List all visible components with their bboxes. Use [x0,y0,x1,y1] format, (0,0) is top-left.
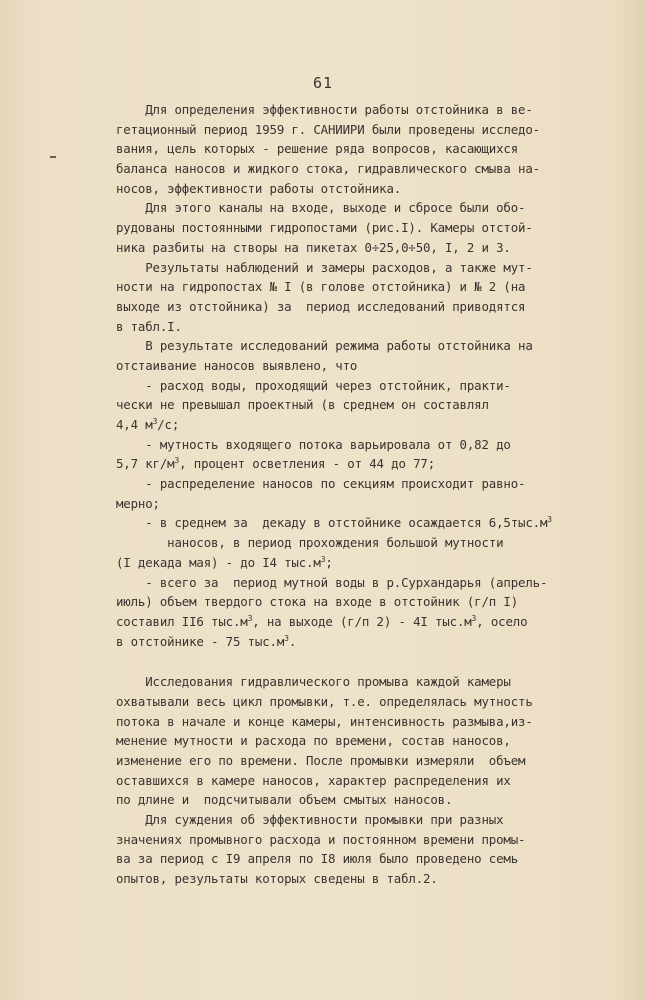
page-number: 61 [312,74,334,92]
text-line: выходе из отстойника) за период исследований приводятся [116,298,526,314]
flow-value: 4,4 м [116,417,153,432]
turbidity-rest: , процент осветления - от 44 до 77; [179,456,435,472]
text-line: потока в начале и конце камеры, интенсивность размыва,из- [116,713,533,729]
paragraph-gap [116,651,572,672]
text-line: значениях промывного расхода и постоянном времени промы- [116,831,526,847]
text-line: мерно; [116,495,160,511]
text-line: - расход воды, проходящий через отстойник, практи- [116,377,511,393]
text-line: - мутность входящего потока варьировала от 0,82 до [116,436,511,452]
text-line: - всего за период мутной воды в р.Сурхандарья (апрель- [116,574,548,590]
flow-unit: /с; [157,417,180,432]
text-line: июль) объем твердого стока на входе в отстойник (г/п I) [116,594,519,610]
text-line: ности на гидропостах № I (в голове отстойника) и № 2 (на [116,279,526,295]
text-line: в табл.I. [116,318,182,334]
text-line: Для определения эффективности работы отстойника в ве- [116,102,533,117]
text-line: носов, эффективности работы отстойника. [116,180,402,196]
may-line [116,553,572,573]
text-line: оставшихся в камере наносов, характер распределения их [116,772,511,788]
total-b-sup: 3 [471,613,477,623]
text-line: В результате исследований режима работы отстойника на [116,338,533,354]
total-end-line [116,632,572,652]
text-line: Результаты наблюдений и замеры расходов, а также мут- [116,259,533,275]
text-line: рудованы постоянными гидропостами (рис.I). Камеры отстой- [116,220,533,236]
decade-text: - в среднем за декаду в отстойнике осаждается 6,5тыс.м [116,515,548,531]
flow-line [116,415,572,435]
total-end-sub: 3 [284,633,289,643]
may-text: (I декада мая) - до I4 тыс.м [116,554,321,570]
total-a: составил II6 тыс.м [116,613,248,629]
text-line: наносов, в период прохождения большой мутности [116,535,504,551]
may-sup: 3 [320,554,326,564]
text-line: по длине и подсчитывали объем смытых наносов. [116,792,453,808]
text-line: отстаивание наносов выявлено, что [116,357,358,373]
decade-line [116,513,572,533]
text-line: Исследования гидравлического промыва каждой камеры [116,674,511,690]
text-line: Для суждения об эффективности промывки при разных [116,812,504,828]
text-line: - распределение наносов по секциям происходит равно- [116,476,526,492]
may-end: ; [325,554,333,570]
text-line: чески не превышал проектный (в среднем он составлял [116,397,489,413]
text-line: ника разбиты на створы на пикетах 0÷25,0÷50, I, 2 и 3. [116,239,511,255]
text-line: гетационный период 1959 г. САНИИРИ были проведены исследо- [116,121,540,137]
text-line: изменение его по времени. После промывки измеряли объем [116,753,526,768]
body-text [116,100,572,889]
text-line: баланса наносов и жидкого стока, гидравлического смыва на- [116,161,540,177]
decade-sup: 3 [547,515,552,525]
text-line: Для этого каналы на входе, выходе и сбросе были обо- [116,200,526,216]
text-line: менение мутности и расхода по времени, состав наносов, [116,733,511,749]
total-a-sup: 3 [247,613,253,623]
total-end-a: в отстойнике - 75 тыс.м [116,633,285,649]
turbidity-line [116,454,572,474]
turbidity-value: 5,7 кг/м [116,456,175,472]
text-line: ва за период с I9 апреля по I8 июля было проведено семь [116,851,519,867]
margin-dash-mark [50,156,56,158]
text-line: охватывали весь цикл промывки, т.е. определялась мутность [116,693,533,709]
total-line [116,612,572,632]
text-line: вания, цель которых - решение ряда вопросов, касающихся [116,141,519,157]
total-end-b: . [288,633,297,649]
total-b: , на выходе (г/п 2) - 4I тыс.м [252,613,472,629]
flow-sup: 3 [152,417,158,426]
turbidity-sup: 3 [174,456,180,466]
total-c: , осело [476,613,528,629]
text-line: опытов, результаты которых сведены в табл.2. [116,871,438,887]
